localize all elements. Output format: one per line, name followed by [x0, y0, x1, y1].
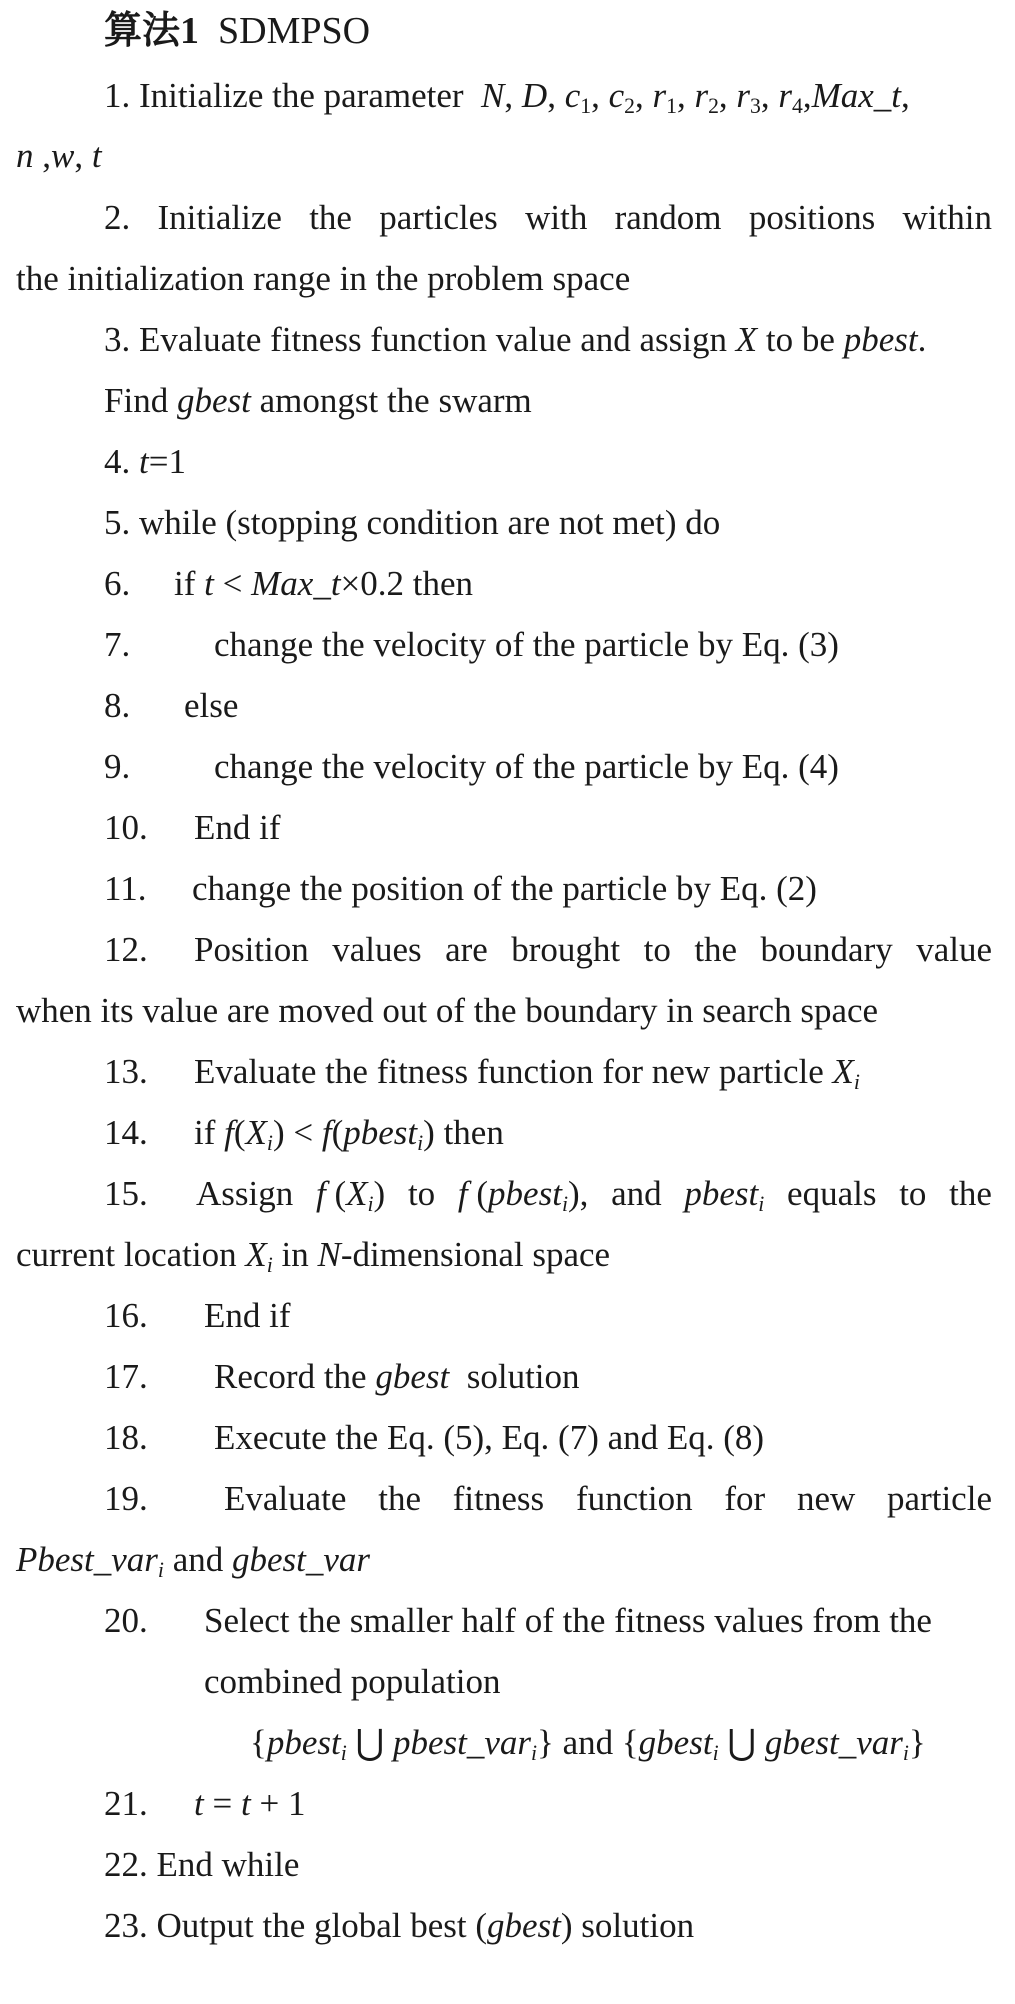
- line-num: 12.: [104, 930, 148, 969]
- line-21: 21. t = t + 1: [0, 1778, 1015, 1830]
- line-20-sets: {pbest$_i$ ⋃ pbest_var$_i$} and {gbest$_i$ ⋃ gbest_var$_i$}: [250, 1723, 926, 1766]
- line-num: 17.: [104, 1357, 148, 1396]
- algorithm-title: [0, 4, 1015, 56]
- line-num: 18.: [104, 1418, 148, 1457]
- line-20-cont: combined population: [204, 1662, 501, 1701]
- line-num: 23.: [104, 1906, 148, 1945]
- title-number: 1: [180, 10, 200, 52]
- line-num: 15.: [104, 1174, 148, 1213]
- line-num: 8.: [104, 686, 131, 725]
- line-1-cont: n ,w, t: [16, 136, 102, 175]
- line-num: 9.: [104, 747, 131, 786]
- line-19: 19. Evaluate the fitness function for new particle: [0, 1473, 1015, 1525]
- line-text: change the velocity of the particle by Eq. (4): [214, 747, 839, 786]
- line-num: 13.: [104, 1052, 148, 1091]
- line-2-cont: the initialization range in the problem space: [16, 259, 631, 298]
- line-num: 22.: [104, 1845, 148, 1884]
- line-num: 5.: [104, 503, 131, 542]
- line-15-cont: current location $X_i$ in N-dimensional space: [16, 1235, 611, 1278]
- line-text: while (stopping condition are not met) do: [139, 503, 721, 542]
- line-2: 2. Initialize the particles with random positions within: [0, 192, 1015, 244]
- line-num: 6.: [104, 564, 131, 603]
- line-10: [0, 802, 1015, 854]
- line-16: [0, 1290, 1015, 1342]
- line-23: 23. Output the global best (gbest) solution: [104, 1906, 695, 1945]
- line-text: change the position of the particle by Eq. (2): [192, 869, 817, 908]
- line-text: End if: [194, 808, 281, 847]
- line-4: 4. t=1: [104, 442, 186, 481]
- line-12-cont: when its value are moved out of the boundary in search space: [16, 991, 879, 1030]
- line-18: [0, 1412, 1015, 1464]
- line-6: 6. if t < Max_t×0.2 then: [0, 558, 1015, 610]
- line-num: 21.: [104, 1784, 148, 1823]
- line-text: else: [184, 686, 239, 725]
- line-num: 10.: [104, 808, 148, 847]
- line-22: [0, 1839, 1015, 1891]
- line-num: 4.: [104, 442, 131, 481]
- line-3-cont: Find gbest amongst the swarm: [104, 381, 532, 420]
- line-text: End if: [204, 1296, 291, 1335]
- line-19-cont: Pbest_var$_i$ and gbest_var: [16, 1540, 371, 1583]
- line-num: 20.: [104, 1601, 148, 1640]
- line-15: 15. Assign f $(X_i)$ to f (pbest$_i$), and pbest$_i$ equals to the: [0, 1168, 1015, 1220]
- line-num: 19.: [104, 1479, 148, 1518]
- line-11: [0, 863, 1015, 915]
- line-9: [0, 741, 1015, 793]
- line-14: 14. if $f(X_i)$ < f(pbest$_i$) then: [0, 1107, 1015, 1159]
- line-num: 11.: [104, 869, 147, 908]
- line-num: 16.: [104, 1296, 148, 1335]
- line-num: 14.: [104, 1113, 148, 1152]
- line-5: [0, 497, 1015, 549]
- line-20: 20. Select the smaller half of the fitness values from the: [0, 1595, 1015, 1647]
- title-prefix: 算法: [104, 8, 181, 52]
- line-num: 2.: [104, 198, 131, 237]
- line-13: 13. Evaluate the fitness function for new particle $X_i$: [0, 1046, 1015, 1098]
- title-name: SDMPSO: [218, 10, 371, 52]
- line-num: 1.: [104, 76, 131, 115]
- line-12: 12. Position values are brought to the boundary value: [0, 924, 1015, 976]
- line-text: change the velocity of the particle by Eq. (3): [214, 625, 839, 664]
- line-3: 3. Evaluate fitness function value and assign X to be pbest.: [104, 320, 927, 359]
- line-7: [0, 619, 1015, 671]
- line-num: 3.: [104, 320, 131, 359]
- line-num: 7.: [104, 625, 131, 664]
- line-text: Execute the Eq. (5), Eq. (7) and Eq. (8): [214, 1418, 765, 1457]
- line-text: End while: [156, 1845, 300, 1884]
- line-17: 17. Record the gbest solution: [0, 1351, 1015, 1403]
- line-1: 1. Initialize the parameter N, D, $c_1$, $c_2$, $r_1$, $r_2$, $r_3$, $r_4,Max\_t$,: [104, 76, 910, 119]
- line-8: [0, 680, 1015, 732]
